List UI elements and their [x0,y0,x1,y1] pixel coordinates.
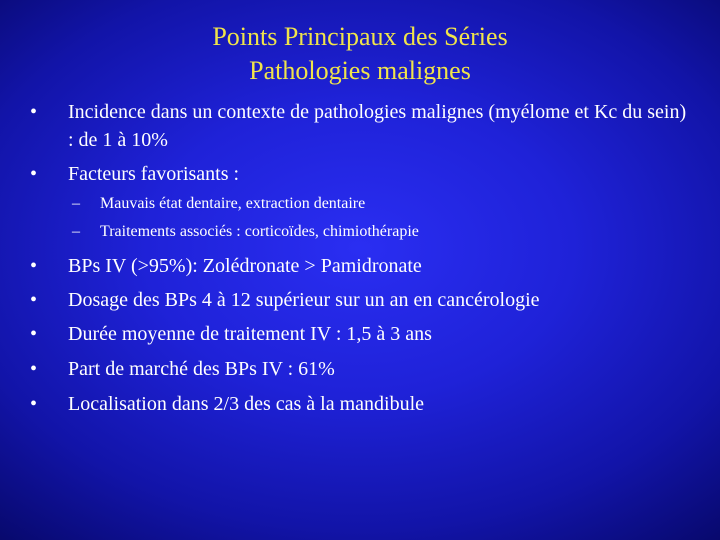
bullet-marker: • [30,393,38,415]
sub-bullet-marker: – [72,195,80,212]
sub-bullet-marker: – [72,223,80,240]
slide-title-line-2: Pathologies malignes [249,56,471,85]
bullet-marker: • [30,358,38,380]
bullet-marker: • [30,255,38,277]
bullet-text: Facteurs favorisants : [68,163,240,185]
bullet-marker: • [30,323,38,345]
bullet-text: Dosage des BPs 4 à 12 supérieur sur un an en cancérologie [68,289,540,311]
slide-title-line-1: Points Principaux des Séries [212,22,508,51]
bullet-marker: • [30,163,38,185]
bullet-text: Part de marché des BPs IV : 61% [68,358,335,380]
bullet-text: Incidence dans un contexte de pathologies malignes (myélome et Kc du sein) : de 1 à 10% [68,101,687,151]
sub-bullet-text: Traitements associés : corticoïdes, chimiothérapie [100,223,419,240]
sub-bullet-text: Mauvais état dentaire, extraction dentaire [100,195,366,212]
bullet-marker: • [30,289,38,311]
bullet-text: Localisation dans 2/3 des cas à la mandibule [68,393,425,415]
bullet-text: BPs IV (>95%): Zolédronate > Pamidronate [68,255,422,277]
bullet-text: Durée moyenne de traitement IV : 1,5 à 3 ans [68,323,432,345]
bullet-marker: • [30,101,38,123]
